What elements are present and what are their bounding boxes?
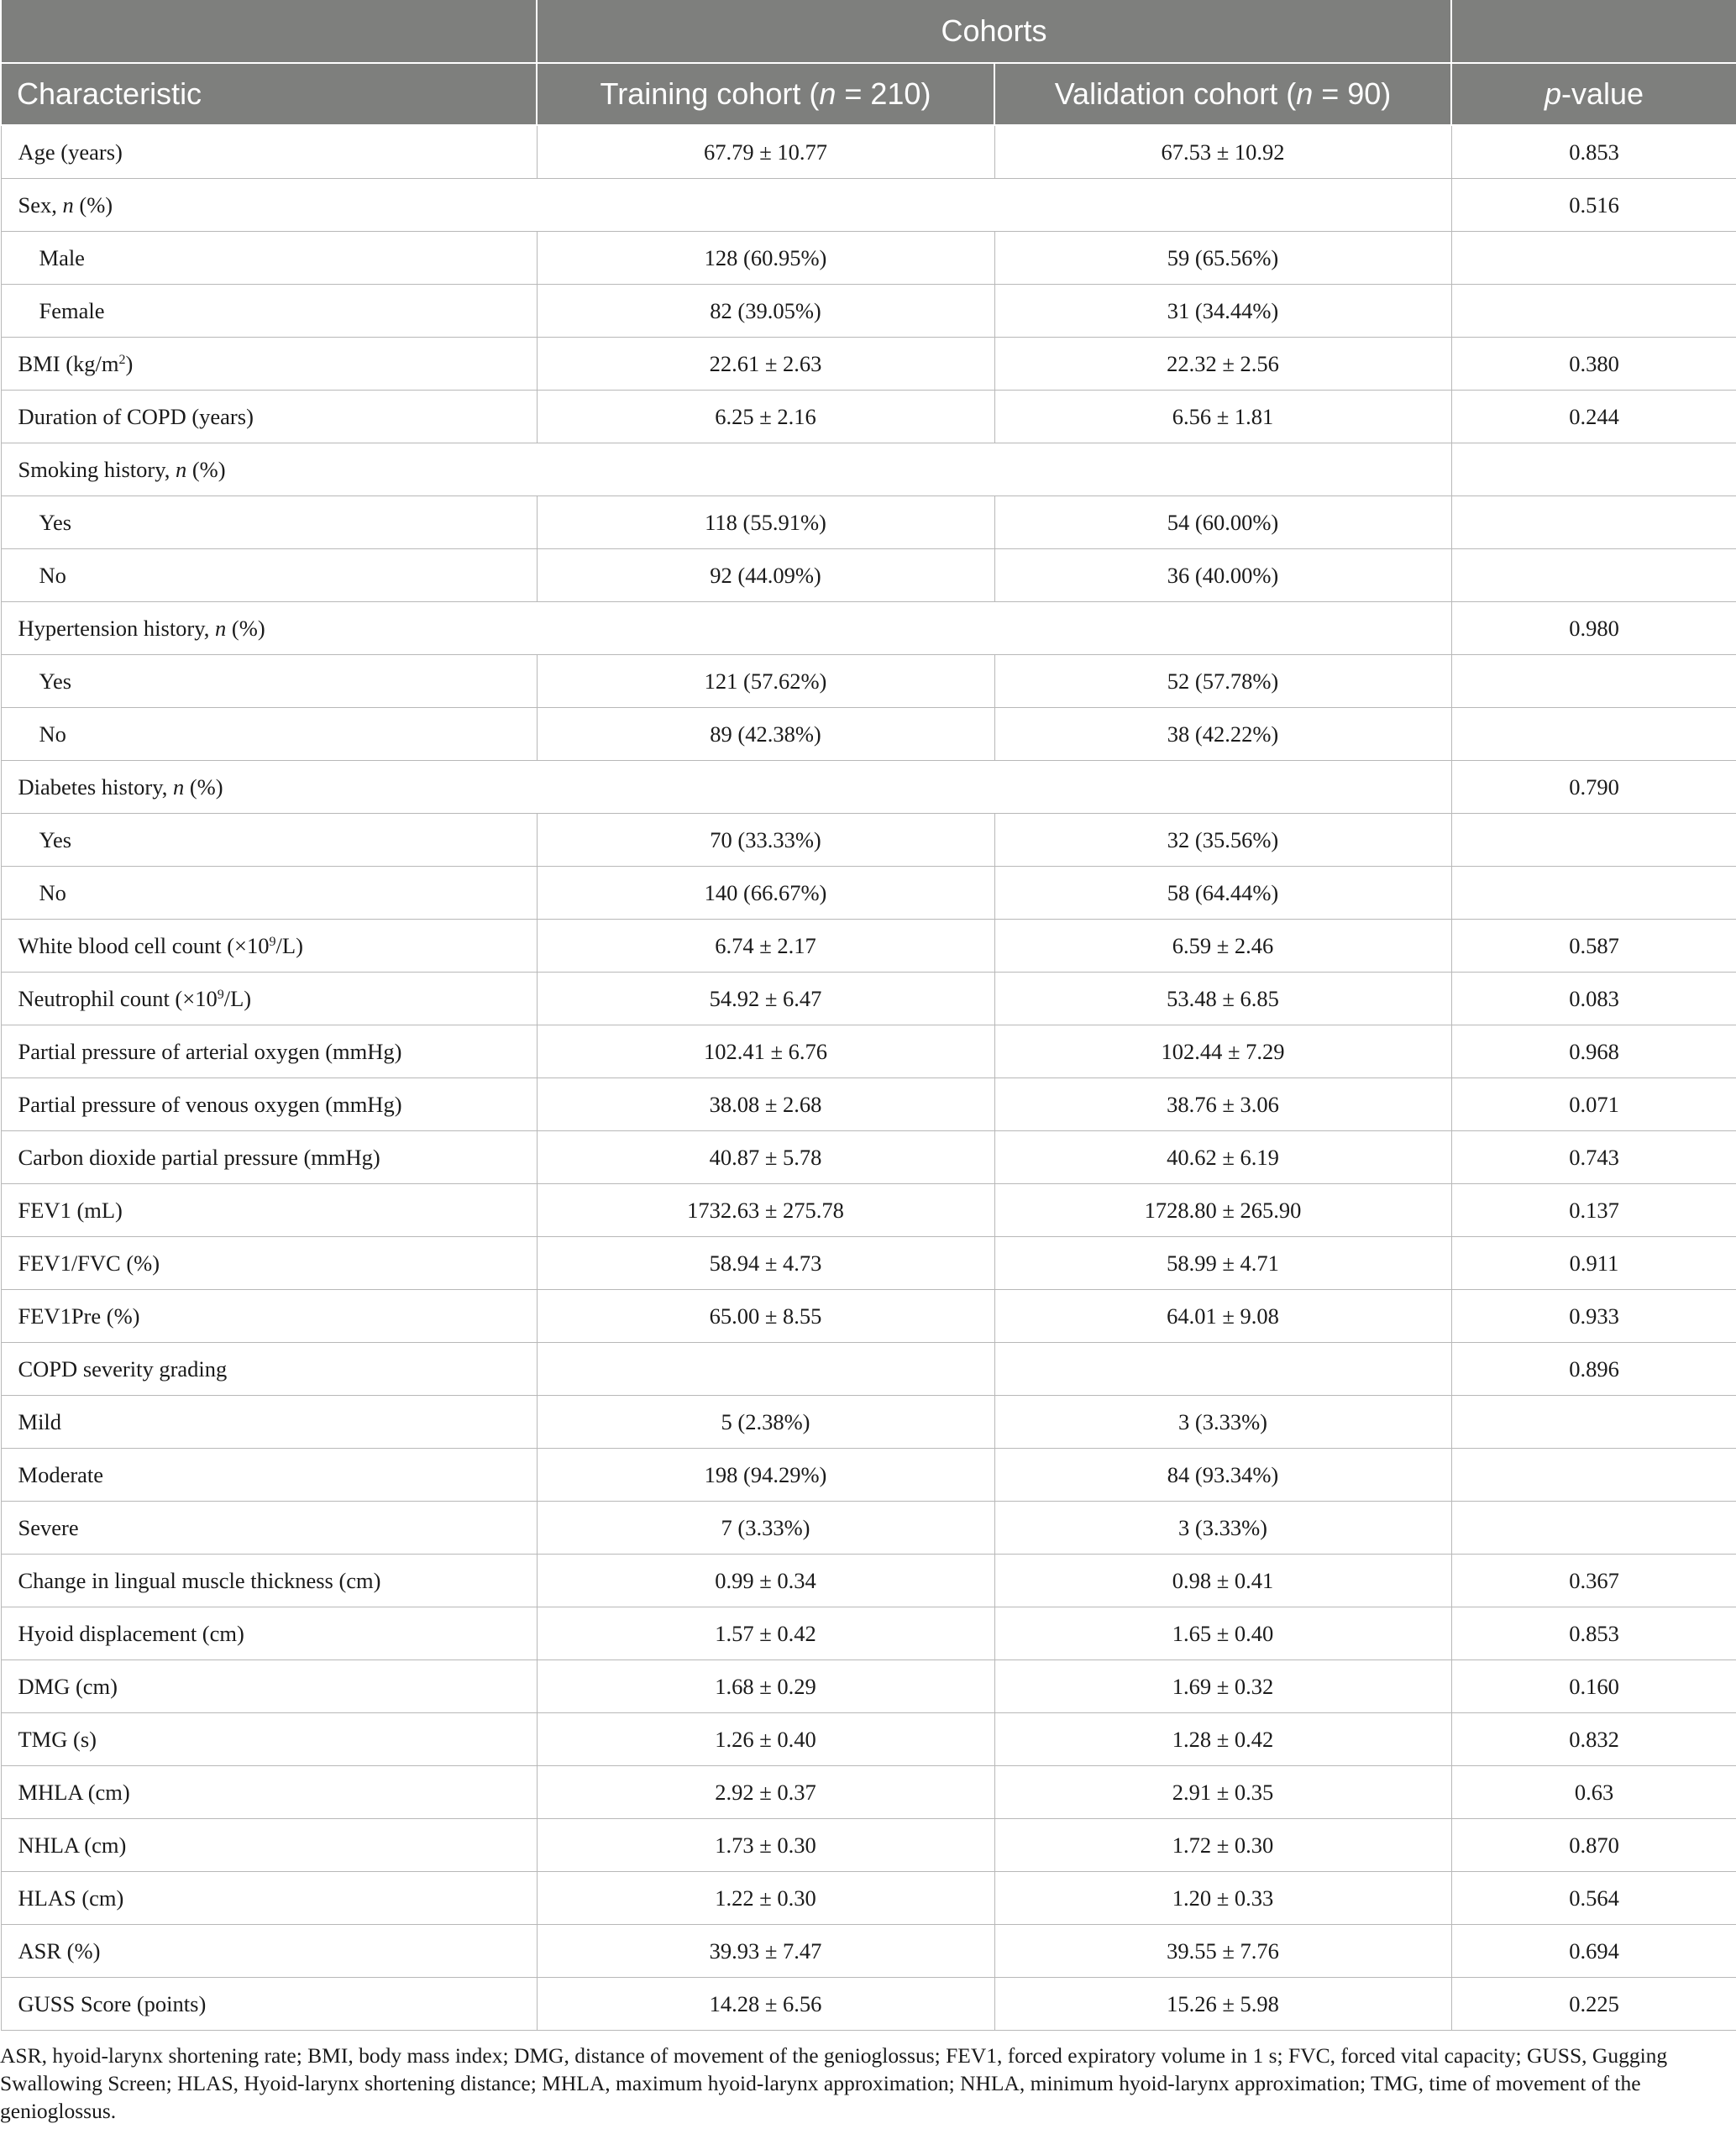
cell-characteristic [1, 602, 1451, 655]
cell-characteristic [1, 761, 1451, 814]
table-row [1, 602, 1736, 655]
label-text: (%) [73, 191, 113, 218]
cell-characteristic: Yes [1, 814, 537, 867]
table-row [1, 1978, 1736, 2031]
cell-validation: 2.91 ± 0.35 [994, 1766, 1451, 1819]
cell-training: 118 (55.91%) [537, 496, 994, 549]
table-row [1, 1131, 1736, 1184]
cell-p-value: 0.137 [1451, 1184, 1736, 1237]
cell-training: 1.68 ± 0.29 [537, 1660, 994, 1713]
table-row [1, 1237, 1736, 1290]
label-text: /L) [223, 985, 252, 1011]
cell-validation: 1.69 ± 0.32 [994, 1660, 1451, 1713]
label-superscript: 9 [269, 934, 276, 949]
cell-training: 140 (66.67%) [537, 867, 994, 920]
footnote-line-3: genioglossus. [0, 2099, 117, 2123]
label-text: Sex, [18, 191, 63, 218]
table-body [1, 125, 1736, 2031]
cell-characteristic: Yes [1, 655, 537, 708]
cell-training: 102.41 ± 6.76 [537, 1025, 994, 1078]
cell-p-value: 0.853 [1451, 1607, 1736, 1660]
table-row [1, 814, 1736, 867]
cell-p-value: 0.083 [1451, 973, 1736, 1025]
cell-characteristic: FEV1 (mL) [1, 1184, 537, 1237]
table-row [1, 125, 1736, 179]
cell-validation: 1.20 ± 0.33 [994, 1872, 1451, 1925]
cell-p-value: 0.071 [1451, 1078, 1736, 1131]
table-row [1, 391, 1736, 443]
label-text: Smoking history, [18, 456, 176, 482]
cell-validation: 54 (60.00%) [994, 496, 1451, 549]
cell-characteristic [1, 973, 537, 1025]
table-row [1, 1925, 1736, 1978]
table-row [1, 285, 1736, 338]
cell-validation: 40.62 ± 6.19 [994, 1131, 1451, 1184]
cell-training: 67.79 ± 10.77 [537, 125, 994, 179]
header-blank-left [1, 0, 537, 63]
cell-p-value [1451, 867, 1736, 920]
cell-p-value: 0.225 [1451, 1978, 1736, 2031]
table-row [1, 1660, 1736, 1713]
table-row [1, 1396, 1736, 1449]
cell-validation: 64.01 ± 9.08 [994, 1290, 1451, 1343]
cell-training: 1.73 ± 0.30 [537, 1819, 994, 1872]
cell-validation: 58.99 ± 4.71 [994, 1237, 1451, 1290]
header-validation-cohort: Validation cohort (n = 90) [994, 63, 1451, 125]
cell-validation: 67.53 ± 10.92 [994, 125, 1451, 179]
table-row [1, 1343, 1736, 1396]
label-text: (%) [184, 773, 223, 800]
cell-training: 1.57 ± 0.42 [537, 1607, 994, 1660]
table-row [1, 232, 1736, 285]
cell-characteristic [1, 338, 537, 391]
cell-p-value [1451, 814, 1736, 867]
cell-p-value: 0.933 [1451, 1290, 1736, 1343]
cell-validation: 84 (93.34%) [994, 1449, 1451, 1502]
cell-training: 1.22 ± 0.30 [537, 1872, 994, 1925]
cell-p-value [1451, 496, 1736, 549]
cell-training: 92 (44.09%) [537, 549, 994, 602]
cell-validation: 1.72 ± 0.30 [994, 1819, 1451, 1872]
footnote-line-1: ASR, hyoid-larynx shortening rate; BMI, body mass index; DMG, distance of movement of the genioglossus; FEV1, forced expiratory volume in 1 s; FVC, forced vital capacity; GUSS, Gugging [0, 2043, 1668, 2068]
header-row-cohorts [1, 0, 1736, 63]
cell-characteristic: No [1, 867, 537, 920]
cell-characteristic: HLAS (cm) [1, 1872, 537, 1925]
cell-characteristic [1, 443, 1451, 496]
label-text: White blood cell count (×10 [18, 932, 270, 958]
cell-validation: 3 (3.33%) [994, 1502, 1451, 1555]
cell-characteristic: Male [1, 232, 537, 285]
cell-characteristic: GUSS Score (points) [1, 1978, 537, 2031]
cell-characteristic: TMG (s) [1, 1713, 537, 1766]
cell-characteristic: Hyoid displacement (cm) [1, 1607, 537, 1660]
cell-p-value: 0.853 [1451, 125, 1736, 179]
label-text: BMI (kg/m [18, 350, 119, 376]
cell-training: 7 (3.33%) [537, 1502, 994, 1555]
cell-training: 6.25 ± 2.16 [537, 391, 994, 443]
cell-training: 40.87 ± 5.78 [537, 1131, 994, 1184]
label-text: Neutrophil count (×10 [18, 985, 218, 1011]
cell-p-value [1451, 1449, 1736, 1502]
table-row [1, 708, 1736, 761]
cell-p-value: 0.587 [1451, 920, 1736, 973]
cell-characteristic: DMG (cm) [1, 1660, 537, 1713]
label-text: Hypertension history, [18, 615, 216, 641]
cell-validation: 39.55 ± 7.76 [994, 1925, 1451, 1978]
label-text: /L) [275, 932, 303, 958]
cell-training: 38.08 ± 2.68 [537, 1078, 994, 1131]
cell-validation: 6.59 ± 2.46 [994, 920, 1451, 973]
cell-p-value: 0.380 [1451, 338, 1736, 391]
header-p-value: p-value [1451, 63, 1736, 125]
label-n: n [62, 191, 74, 218]
cell-training: 39.93 ± 7.47 [537, 1925, 994, 1978]
cell-training: 121 (57.62%) [537, 655, 994, 708]
header-characteristic: Characteristic [1, 63, 537, 125]
table-row [1, 1449, 1736, 1502]
header-cohorts: Cohorts [537, 0, 1451, 63]
cell-characteristic: FEV1Pre (%) [1, 1290, 537, 1343]
cell-validation: 52 (57.78%) [994, 655, 1451, 708]
label-n: n [215, 615, 227, 641]
table-row [1, 1290, 1736, 1343]
cell-p-value [1451, 232, 1736, 285]
cell-training [537, 1343, 994, 1396]
label-superscript: 9 [217, 987, 224, 1002]
label-superscript: 2 [118, 352, 126, 367]
table-row [1, 1766, 1736, 1819]
table-row [1, 1872, 1736, 1925]
cell-validation: 6.56 ± 1.81 [994, 391, 1451, 443]
cell-validation: 58 (64.44%) [994, 867, 1451, 920]
cell-validation: 36 (40.00%) [994, 549, 1451, 602]
cell-training: 22.61 ± 2.63 [537, 338, 994, 391]
cell-validation: 1728.80 ± 265.90 [994, 1184, 1451, 1237]
cell-p-value [1451, 655, 1736, 708]
cell-training: 1732.63 ± 275.78 [537, 1184, 994, 1237]
cell-p-value: 0.516 [1451, 179, 1736, 232]
label-n: n [172, 773, 185, 800]
cell-p-value: 0.870 [1451, 1819, 1736, 1872]
cell-validation: 53.48 ± 6.85 [994, 973, 1451, 1025]
cell-validation: 38.76 ± 3.06 [994, 1078, 1451, 1131]
cell-training: 70 (33.33%) [537, 814, 994, 867]
header-training-cohort: Training cohort (n = 210) [537, 63, 994, 125]
cell-p-value: 0.743 [1451, 1131, 1736, 1184]
cell-characteristic: Female [1, 285, 537, 338]
cell-characteristic: NHLA (cm) [1, 1819, 537, 1872]
cell-characteristic: Severe [1, 1502, 537, 1555]
cell-characteristic: No [1, 708, 537, 761]
table-row [1, 1555, 1736, 1607]
cell-characteristic: Age (years) [1, 125, 537, 179]
cell-training: 2.92 ± 0.37 [537, 1766, 994, 1819]
cell-p-value: 0.832 [1451, 1713, 1736, 1766]
cell-p-value [1451, 1502, 1736, 1555]
cell-validation: 3 (3.33%) [994, 1396, 1451, 1449]
cell-characteristic: Partial pressure of venous oxygen (mmHg) [1, 1078, 537, 1131]
table-footnote [0, 2042, 1730, 2125]
footnote-line-2: Swallowing Screen; HLAS, Hyoid-larynx shortening distance; MHLA, maximum hyoid-larynx approximation; NHLA, minimum hyoid-larynx approximation; TMG, time of movement of the [0, 2071, 1641, 2095]
cell-training: 82 (39.05%) [537, 285, 994, 338]
header-row-columns [1, 63, 1736, 125]
cell-training: 65.00 ± 8.55 [537, 1290, 994, 1343]
cell-p-value: 0.790 [1451, 761, 1736, 814]
table-row [1, 443, 1736, 496]
table-row [1, 867, 1736, 920]
cell-validation: 1.28 ± 0.42 [994, 1713, 1451, 1766]
cell-validation: 15.26 ± 5.98 [994, 1978, 1451, 2031]
cell-validation [994, 1343, 1451, 1396]
table-row [1, 338, 1736, 391]
table-row [1, 1502, 1736, 1555]
header-blank-right [1451, 0, 1736, 63]
cell-validation: 59 (65.56%) [994, 232, 1451, 285]
cell-validation: 22.32 ± 2.56 [994, 338, 1451, 391]
cell-characteristic [1, 179, 1451, 232]
table-row [1, 1819, 1736, 1872]
cell-training: 128 (60.95%) [537, 232, 994, 285]
cell-p-value: 0.367 [1451, 1555, 1736, 1607]
table-row [1, 1078, 1736, 1131]
cell-training: 58.94 ± 4.73 [537, 1237, 994, 1290]
cell-characteristic: Duration of COPD (years) [1, 391, 537, 443]
label-text: (%) [186, 456, 226, 482]
cell-p-value [1451, 1396, 1736, 1449]
cell-training: 1.26 ± 0.40 [537, 1713, 994, 1766]
cell-training: 5 (2.38%) [537, 1396, 994, 1449]
cell-characteristic: Carbon dioxide partial pressure (mmHg) [1, 1131, 537, 1184]
cell-characteristic: Mild [1, 1396, 537, 1449]
cell-p-value [1451, 285, 1736, 338]
cell-p-value: 0.980 [1451, 602, 1736, 655]
cell-p-value: 0.896 [1451, 1343, 1736, 1396]
cell-p-value: 0.244 [1451, 391, 1736, 443]
cell-characteristic: COPD severity grading [1, 1343, 537, 1396]
table-row [1, 549, 1736, 602]
cell-validation: 0.98 ± 0.41 [994, 1555, 1451, 1607]
cell-validation: 102.44 ± 7.29 [994, 1025, 1451, 1078]
cell-characteristic: Moderate [1, 1449, 537, 1502]
cell-validation: 1.65 ± 0.40 [994, 1607, 1451, 1660]
cell-characteristic: Yes [1, 496, 537, 549]
label-text: (%) [226, 615, 265, 641]
cell-p-value [1451, 549, 1736, 602]
table-row [1, 1713, 1736, 1766]
cell-p-value: 0.564 [1451, 1872, 1736, 1925]
cell-characteristic: Change in lingual muscle thickness (cm) [1, 1555, 537, 1607]
cell-training: 0.99 ± 0.34 [537, 1555, 994, 1607]
cell-validation: 38 (42.22%) [994, 708, 1451, 761]
cell-characteristic: MHLA (cm) [1, 1766, 537, 1819]
cell-p-value [1451, 708, 1736, 761]
cell-training: 14.28 ± 6.56 [537, 1978, 994, 2031]
label-text: ) [125, 350, 134, 376]
table-row [1, 1025, 1736, 1078]
cell-characteristic: FEV1/FVC (%) [1, 1237, 537, 1290]
table-row [1, 761, 1736, 814]
cell-validation: 31 (34.44%) [994, 285, 1451, 338]
table-row [1, 973, 1736, 1025]
cell-p-value: 0.968 [1451, 1025, 1736, 1078]
label-n: n [175, 456, 187, 482]
label-text: Diabetes history, [18, 773, 173, 800]
cell-p-value: 0.63 [1451, 1766, 1736, 1819]
table-row [1, 1184, 1736, 1237]
table-row [1, 496, 1736, 549]
cell-p-value: 0.694 [1451, 1925, 1736, 1978]
cell-characteristic [1, 920, 537, 973]
cell-training: 54.92 ± 6.47 [537, 973, 994, 1025]
table-row [1, 920, 1736, 973]
table-row [1, 1607, 1736, 1660]
cell-training: 6.74 ± 2.17 [537, 920, 994, 973]
cell-p-value: 0.160 [1451, 1660, 1736, 1713]
cell-characteristic: Partial pressure of arterial oxygen (mmHg) [1, 1025, 537, 1078]
cell-training: 89 (42.38%) [537, 708, 994, 761]
cell-characteristic: No [1, 549, 537, 602]
cell-training: 198 (94.29%) [537, 1449, 994, 1502]
cell-validation: 32 (35.56%) [994, 814, 1451, 867]
cell-characteristic: ASR (%) [1, 1925, 537, 1978]
table-row [1, 655, 1736, 708]
table-row [1, 179, 1736, 232]
cell-p-value: 0.911 [1451, 1237, 1736, 1290]
cell-p-value [1451, 443, 1736, 496]
